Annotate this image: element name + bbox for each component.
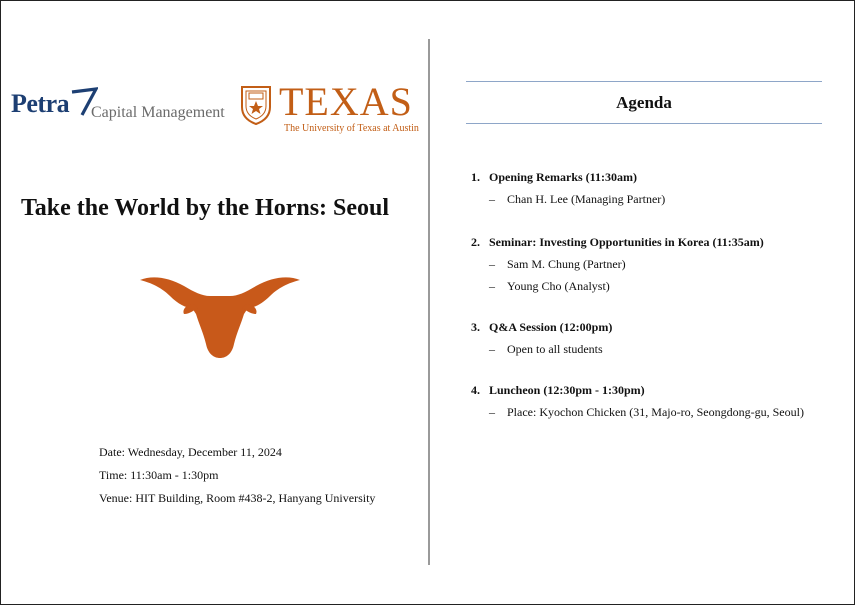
dash-bullet-icon: – bbox=[489, 257, 495, 271]
texas-logo bbox=[240, 79, 425, 137]
event-venue: Venue: HIT Building, Room #438-2, Hanyang University bbox=[99, 491, 376, 505]
page-divider bbox=[428, 39, 430, 565]
agenda-subitem bbox=[471, 342, 804, 356]
dash-bullet-icon: – bbox=[489, 279, 495, 293]
agenda-title: Agenda bbox=[616, 93, 672, 112]
agenda-item-title: Opening Remarks (11:30am) bbox=[489, 170, 637, 184]
agenda-item-head bbox=[471, 170, 804, 184]
ut-seal-icon bbox=[240, 85, 272, 125]
agenda-subitem-text: Place: Kyochon Chicken (31, Majo-ro, Seongdong-gu, Seoul) bbox=[507, 405, 804, 419]
agenda-item-number: 3. bbox=[471, 320, 480, 334]
agenda-subitem bbox=[471, 192, 804, 206]
agenda-item bbox=[471, 320, 804, 356]
petra-logo-name: Petra bbox=[11, 89, 70, 118]
dash-bullet-icon: – bbox=[489, 342, 495, 356]
agenda-list bbox=[471, 170, 804, 419]
agenda-item-title: Luncheon (12:30pm - 1:30pm) bbox=[489, 383, 645, 397]
event-details bbox=[99, 445, 375, 514]
agenda-rule-top bbox=[466, 81, 822, 82]
dash-bullet-icon: – bbox=[489, 405, 495, 419]
texas-logo-subtitle: The University of Texas at Austin bbox=[284, 123, 419, 134]
agenda-item-number: 4. bbox=[471, 383, 480, 397]
agenda-item bbox=[471, 235, 804, 293]
agenda-item-head bbox=[471, 383, 804, 397]
agenda-item-number: 1. bbox=[471, 170, 480, 184]
dash-bullet-icon: – bbox=[489, 192, 495, 206]
agenda-subitem bbox=[471, 257, 804, 271]
agenda-subitem-text: Chan H. Lee (Managing Partner) bbox=[507, 192, 666, 206]
agenda-subitem-text: Open to all students bbox=[507, 342, 603, 356]
longhorn-icon bbox=[138, 274, 302, 360]
event-title: Take the World by the Horns: Seoul bbox=[21, 195, 390, 221]
agenda-item-title: Seminar: Investing Opportunities in Korea (11:35am) bbox=[489, 235, 764, 249]
agenda-subitem-text: Young Cho (Analyst) bbox=[507, 279, 610, 293]
agenda-subitem-text: Sam M. Chung (Partner) bbox=[507, 257, 626, 271]
agenda-item-number: 2. bbox=[471, 235, 480, 249]
agenda-item-head bbox=[471, 320, 804, 334]
petra-logo-subtitle: Capital Management bbox=[91, 104, 225, 121]
event-time: Time: 11:30am - 1:30pm bbox=[99, 468, 219, 482]
agenda-item bbox=[471, 170, 804, 206]
agenda-item-head bbox=[471, 235, 804, 249]
agenda-subitem bbox=[471, 405, 804, 419]
texas-logo-name: TEXAS bbox=[279, 79, 413, 124]
event-date: Date: Wednesday, December 11, 2024 bbox=[99, 445, 282, 459]
agenda-rule-bottom bbox=[466, 123, 822, 124]
agenda-subitem bbox=[471, 279, 804, 293]
agenda-item bbox=[471, 383, 804, 419]
agenda-item-title: Q&A Session (12:00pm) bbox=[489, 320, 613, 334]
